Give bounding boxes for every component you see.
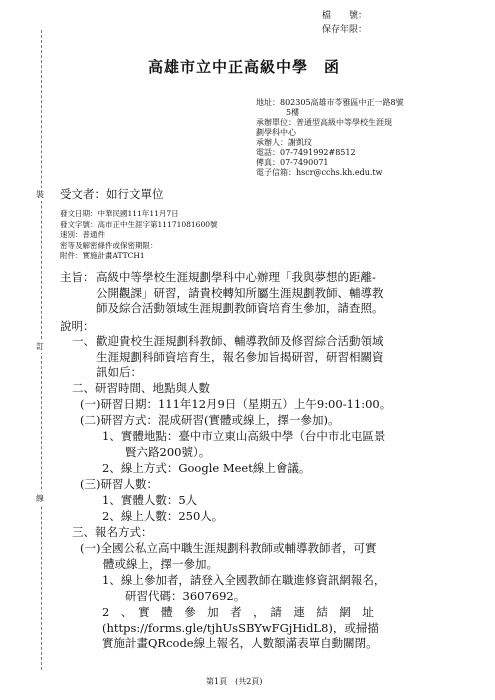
contact-email: 電子信箱：hscr@cchs.kh.edu.tw xyxy=(256,168,383,177)
item2-venue xyxy=(102,429,385,460)
issue-date: 發文日期：中華民國111年11月7日 xyxy=(60,209,179,218)
item2-count-heading: (三)研習人數： xyxy=(80,477,158,491)
attachment-link[interactable]: 附件：實施計畫ATTCH1 xyxy=(60,251,145,260)
item1-text xyxy=(96,334,384,381)
contact-address: 地址：802305高雄市苓雅區中正一路8號 xyxy=(256,98,404,107)
online-line: 研習代碼：3607692。 xyxy=(102,588,246,603)
contact-address-cont: 5樓 xyxy=(286,108,300,117)
subject-line: 高級中等學校生涯規劃學科中心辦理「我與夢想的距離- xyxy=(96,270,376,284)
contact-phone: 電話：07-7491992#8512 xyxy=(256,148,356,157)
item2-online: 2、線上方式：Google Meet線上會議。 xyxy=(102,461,311,475)
item1-label: 一、 xyxy=(72,334,95,348)
page-title: 高雄市立中正高級中學 函 xyxy=(148,58,341,76)
venue-line: 賢六路200號）。 xyxy=(102,444,211,459)
binding-char-zhuang: 裝 xyxy=(33,188,47,201)
speed-class: 速別：普通件 xyxy=(60,230,105,239)
meta-block xyxy=(60,209,218,262)
binding-char-ding: 訂 xyxy=(33,340,47,353)
file-number-label: 檔 號： xyxy=(322,11,368,21)
subject-line: 師及綜合活動領域生涯規劃教師資培育生參加，請查照。 xyxy=(96,301,384,315)
item2-heading: 二、研習時間、地點與人數 xyxy=(72,381,210,395)
venue-line: 1、實體地點：臺中市立東山高級中學（台中市北屯區景 xyxy=(102,429,386,443)
contact-unit: 承辦單位：普通型高級中等學校生涯規 xyxy=(256,118,392,127)
subject-label: 主旨： xyxy=(60,270,95,284)
physical-line: 實施計畫QRcode線上報名，人數額滿表單自動關閉。 xyxy=(102,636,378,650)
binding-char-xian: 線 xyxy=(33,492,47,505)
contact-block xyxy=(256,98,404,178)
physical-line: 2 、 實 體 參 加 者 ， 請 連 結 網 址 xyxy=(102,605,374,619)
item1-line: 生涯規劃科師資培育生，報名參加旨揭研習，研習相關資 xyxy=(96,349,384,364)
registration-link[interactable]: (https://forms.gle/tjhUsSBYwFGjHidL8)，或掃描 xyxy=(102,620,379,635)
retention-label: 保存年限： xyxy=(322,25,368,35)
item2-count-physical: 1、實體人數：5人 xyxy=(102,493,198,507)
item3-online xyxy=(102,573,385,604)
contact-fax: 傳真：07-7490071 xyxy=(256,158,329,167)
item1-line: 訊如后： xyxy=(96,365,142,379)
explanation-label: 說明： xyxy=(60,319,95,333)
target-line: 體或線上，擇一參加。 xyxy=(80,556,218,571)
item3-physical xyxy=(102,605,379,652)
subject-line: 公開觀課」研習，請貴校轉知所屬生涯規劃教師、輔導教 xyxy=(96,285,384,300)
document-number: 發文字號：高市正中生涯字第11171081600號 xyxy=(60,219,218,229)
security-class: 密等及解密條件或保密期限： xyxy=(60,240,158,250)
item3-heading: 三、報名方式： xyxy=(72,525,153,539)
item3-target xyxy=(80,541,376,572)
target-line: (一)全國公私立高中職生涯規劃科教師或輔導教師者，可實 xyxy=(80,541,377,555)
online-line: 1、線上參加者，請登入全國教師在職進修資訊網報名， xyxy=(102,573,386,587)
item2-count-online: 2、線上人數：250人。 xyxy=(102,509,224,523)
subject-text xyxy=(96,270,384,317)
recipient: 受文者：如行文單位 xyxy=(60,187,164,201)
contact-unit-cont: 劃學科中心 xyxy=(256,128,296,137)
contact-handler: 承辦人：謝凱玟 xyxy=(256,138,312,147)
item2-mode: (二)研習方式：混成研習(實體或線上，擇一參加)。 xyxy=(80,413,340,427)
item2-time: (一)研習日期：111年12月9日（星期五）上午9:00-11:00。 xyxy=(80,397,392,411)
item1-line: 歡迎貴校生涯規劃科教師、輔導教師及修習綜合活動領域 xyxy=(96,334,384,348)
page-number: 第1頁 (共2頁) xyxy=(206,677,263,686)
